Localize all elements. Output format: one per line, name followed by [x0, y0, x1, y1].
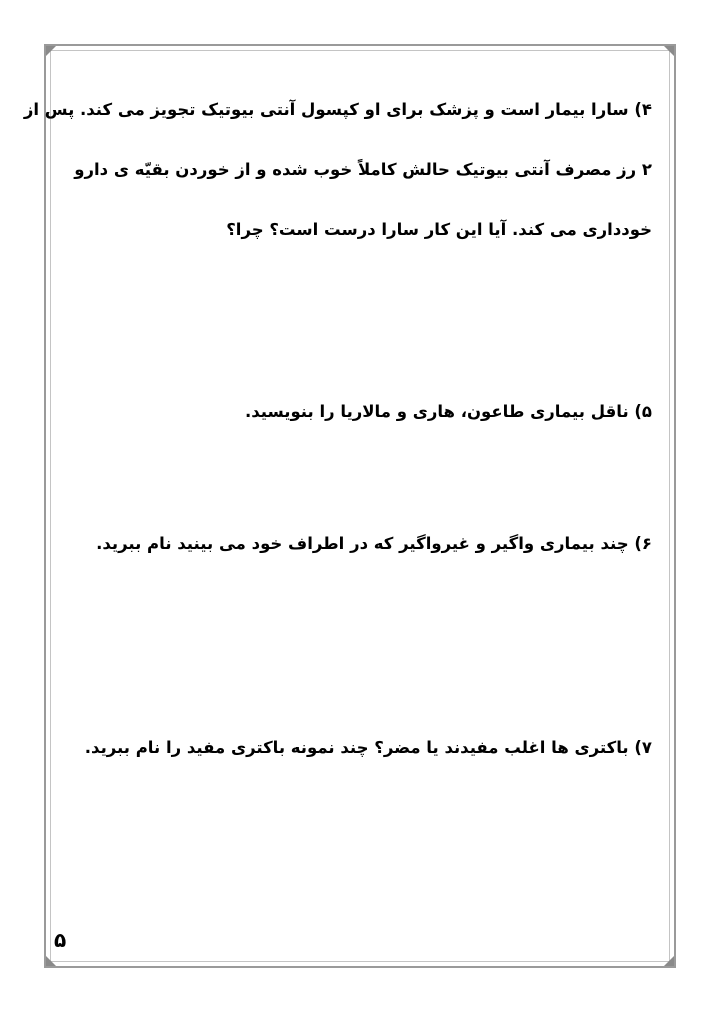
page-number: ۵ — [54, 928, 67, 952]
question-4-line-3: خودداری می کند. آیا این کار سارا درست است؟ چرا؟ — [226, 220, 652, 239]
corner-ornament-bottom-left — [46, 956, 56, 966]
corner-ornament-top-left — [46, 46, 56, 56]
question-7: ۷) باکتری ها اغلب مفیدند یا مضر؟ چند نمونه باکتری مفید را نام ببرید. — [84, 738, 652, 757]
question-4-line-1: ۴) سارا بیمار است و پزشک برای او کپسول آنتی بیوتیک تجویز می کند. پس از — [23, 100, 652, 119]
question-4-line-2: ۲ رز مصرف آنتی بیوتیک حالش کاملاً خوب شده و از خوردن بقیّه ی دارو — [74, 160, 652, 179]
corner-ornament-bottom-right — [664, 956, 674, 966]
corner-ornament-top-right — [664, 46, 674, 56]
question-6: ۶) چند بیماری واگیر و غیرواگیر که در اطراف خود می بینید نام ببرید. — [96, 534, 652, 553]
question-5: ۵) ناقل بیماری طاعون، هاری و مالاریا را بنویسید. — [244, 402, 652, 421]
question-4 — [23, 80, 652, 260]
